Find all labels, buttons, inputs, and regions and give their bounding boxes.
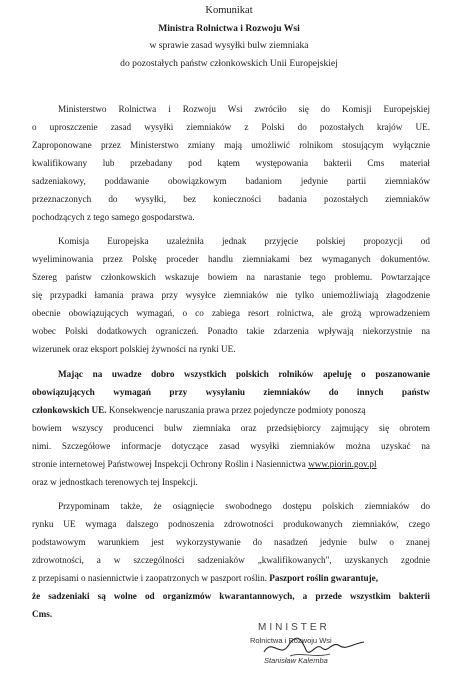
text-line: wyeliminowania przez Polskę proceder handlu ziemniakami bez wymaganych dokumentów. (32, 254, 430, 264)
text-line: obecnie obowiązujących wymagań, o co zabiega resort rolnictwa, ale grożą wprowadzeniem (32, 308, 430, 318)
text-line: przeznaczonych do wysyłki, bez konieczności badania pozostałych ziemniaków (32, 194, 430, 204)
signature-block (240, 610, 440, 670)
appeal-line-end: członkowskich UE. (32, 405, 107, 415)
text-line: oraz w jednostkach terenowych tej Inspekcji. (32, 477, 198, 487)
text-line (32, 458, 430, 470)
text-line: Ministerstwo Rolnictwa i Rozwoju Wsi zwróciło się do Komisji Europejskiej (58, 104, 430, 114)
text-line: o uproszczenie zasad wysyłki ziemniaków z Polski do pozostałych krajów UE. (32, 122, 430, 132)
subject-line-1: w sprawie zasad wysyłki bulw ziemniaka (149, 40, 309, 51)
ministry-name: Ministra Rolnictwa i Rozwoju Wsi (158, 23, 300, 34)
subject-line-2: do pozostałych państw członkowskich Unii Europejskiej (120, 58, 338, 69)
piorin-link[interactable]: www.piorin.gov.pl (308, 459, 377, 469)
text-line (32, 404, 430, 416)
text-line: podstawowym warunkiem jest wykorzystywanie do nasadzeń jedynie bulw o znanej (32, 537, 430, 547)
signatory-name: Stanisław Kalemba (264, 656, 328, 665)
text-line-part: z przepisami o nasiennictwie i zaopatrzonych w paszport roślin. (32, 573, 270, 583)
text-line: nimi. Szczegółowe informacje dotyczące zasad wysyłki ziemniaków można uzyskać na (32, 441, 430, 451)
text-line: rynku UE wymaga dalszego podnoszenia zdrowotności produkowanych ziemniaków, czego (32, 519, 430, 529)
signature-title: MINISTER (258, 622, 330, 633)
text-line: pochodzących z tego samego gospodarstwa. (32, 212, 195, 222)
text-line: wizerunek oraz eksport polskiej żywności na rynki UE. (32, 344, 236, 354)
passport-statement: że sadzeniaki są wolne od organizmów kwarantannowych, a przede wszystkim bakterii (32, 591, 430, 601)
appeal-line: obowiązujących wymagań przy wysyłaniu ziemniaków do innych państw (32, 387, 430, 397)
text-line: Komisja Europejska uzależniła jednak przyjęcie polskiej propozycji od (58, 236, 430, 246)
text-line: się przypadki łamania prawa przy wysyłce ziemniaków nie tylko uniemożliwiają złagodzenie (32, 290, 430, 300)
passport-statement: Paszport roślin gwarantuje, (269, 573, 379, 583)
text-line: Przypominam także, że osiągnięcie swobodnego dostępu polskich ziemniaków do (58, 501, 430, 511)
appeal-line: Mając na uwadze dobro wszystkich polskich rolników apeluję o poszanowanie (58, 369, 430, 379)
signature-subtitle: Rolnictwa i Rozwoju Wsi (250, 636, 332, 645)
text-line: zdrowotności, a w szczególności sadzeniaków „kwalifikowanych", uzyskanych zgodnie (32, 555, 430, 565)
text-line-part: stronie internetowej Państwowej Inspekcji Ochrony Roślin i Nasiennictwa (32, 459, 309, 469)
text-line: bowiem wszyscy producenci bulw ziemniaka oraz przedsiębiorcy zajmujący się obrotem (32, 423, 430, 433)
text-line (32, 572, 430, 584)
document-title: Komunikat (205, 5, 253, 16)
text-line: Szereg państw członkowskich wskazuje bowiem na narastanie tego problemu. Powtarzające (32, 272, 430, 282)
text-line: Zaproponowane przez Ministerstwo zmiany mają umożliwić rolnikom stosującym wyłącznie (32, 140, 430, 150)
text-line: kwalifikowany lub przebadany pod kątem występowania bakterii Cms materiał (32, 158, 430, 168)
text-line-part: Konsekwencje naruszania prawa przez pojedyncze podmioty ponoszą (106, 405, 366, 415)
text-line: wobec Polski dodatkowych ograniczeń. Ponadto takie zdarzenia wpływają niekorzystnie na (32, 326, 430, 336)
passport-statement: Cms. (32, 609, 53, 619)
text-line: sadzeniakowy, poddawanie obowiązkowym badaniom jedynie partii ziemniaków (32, 176, 430, 186)
